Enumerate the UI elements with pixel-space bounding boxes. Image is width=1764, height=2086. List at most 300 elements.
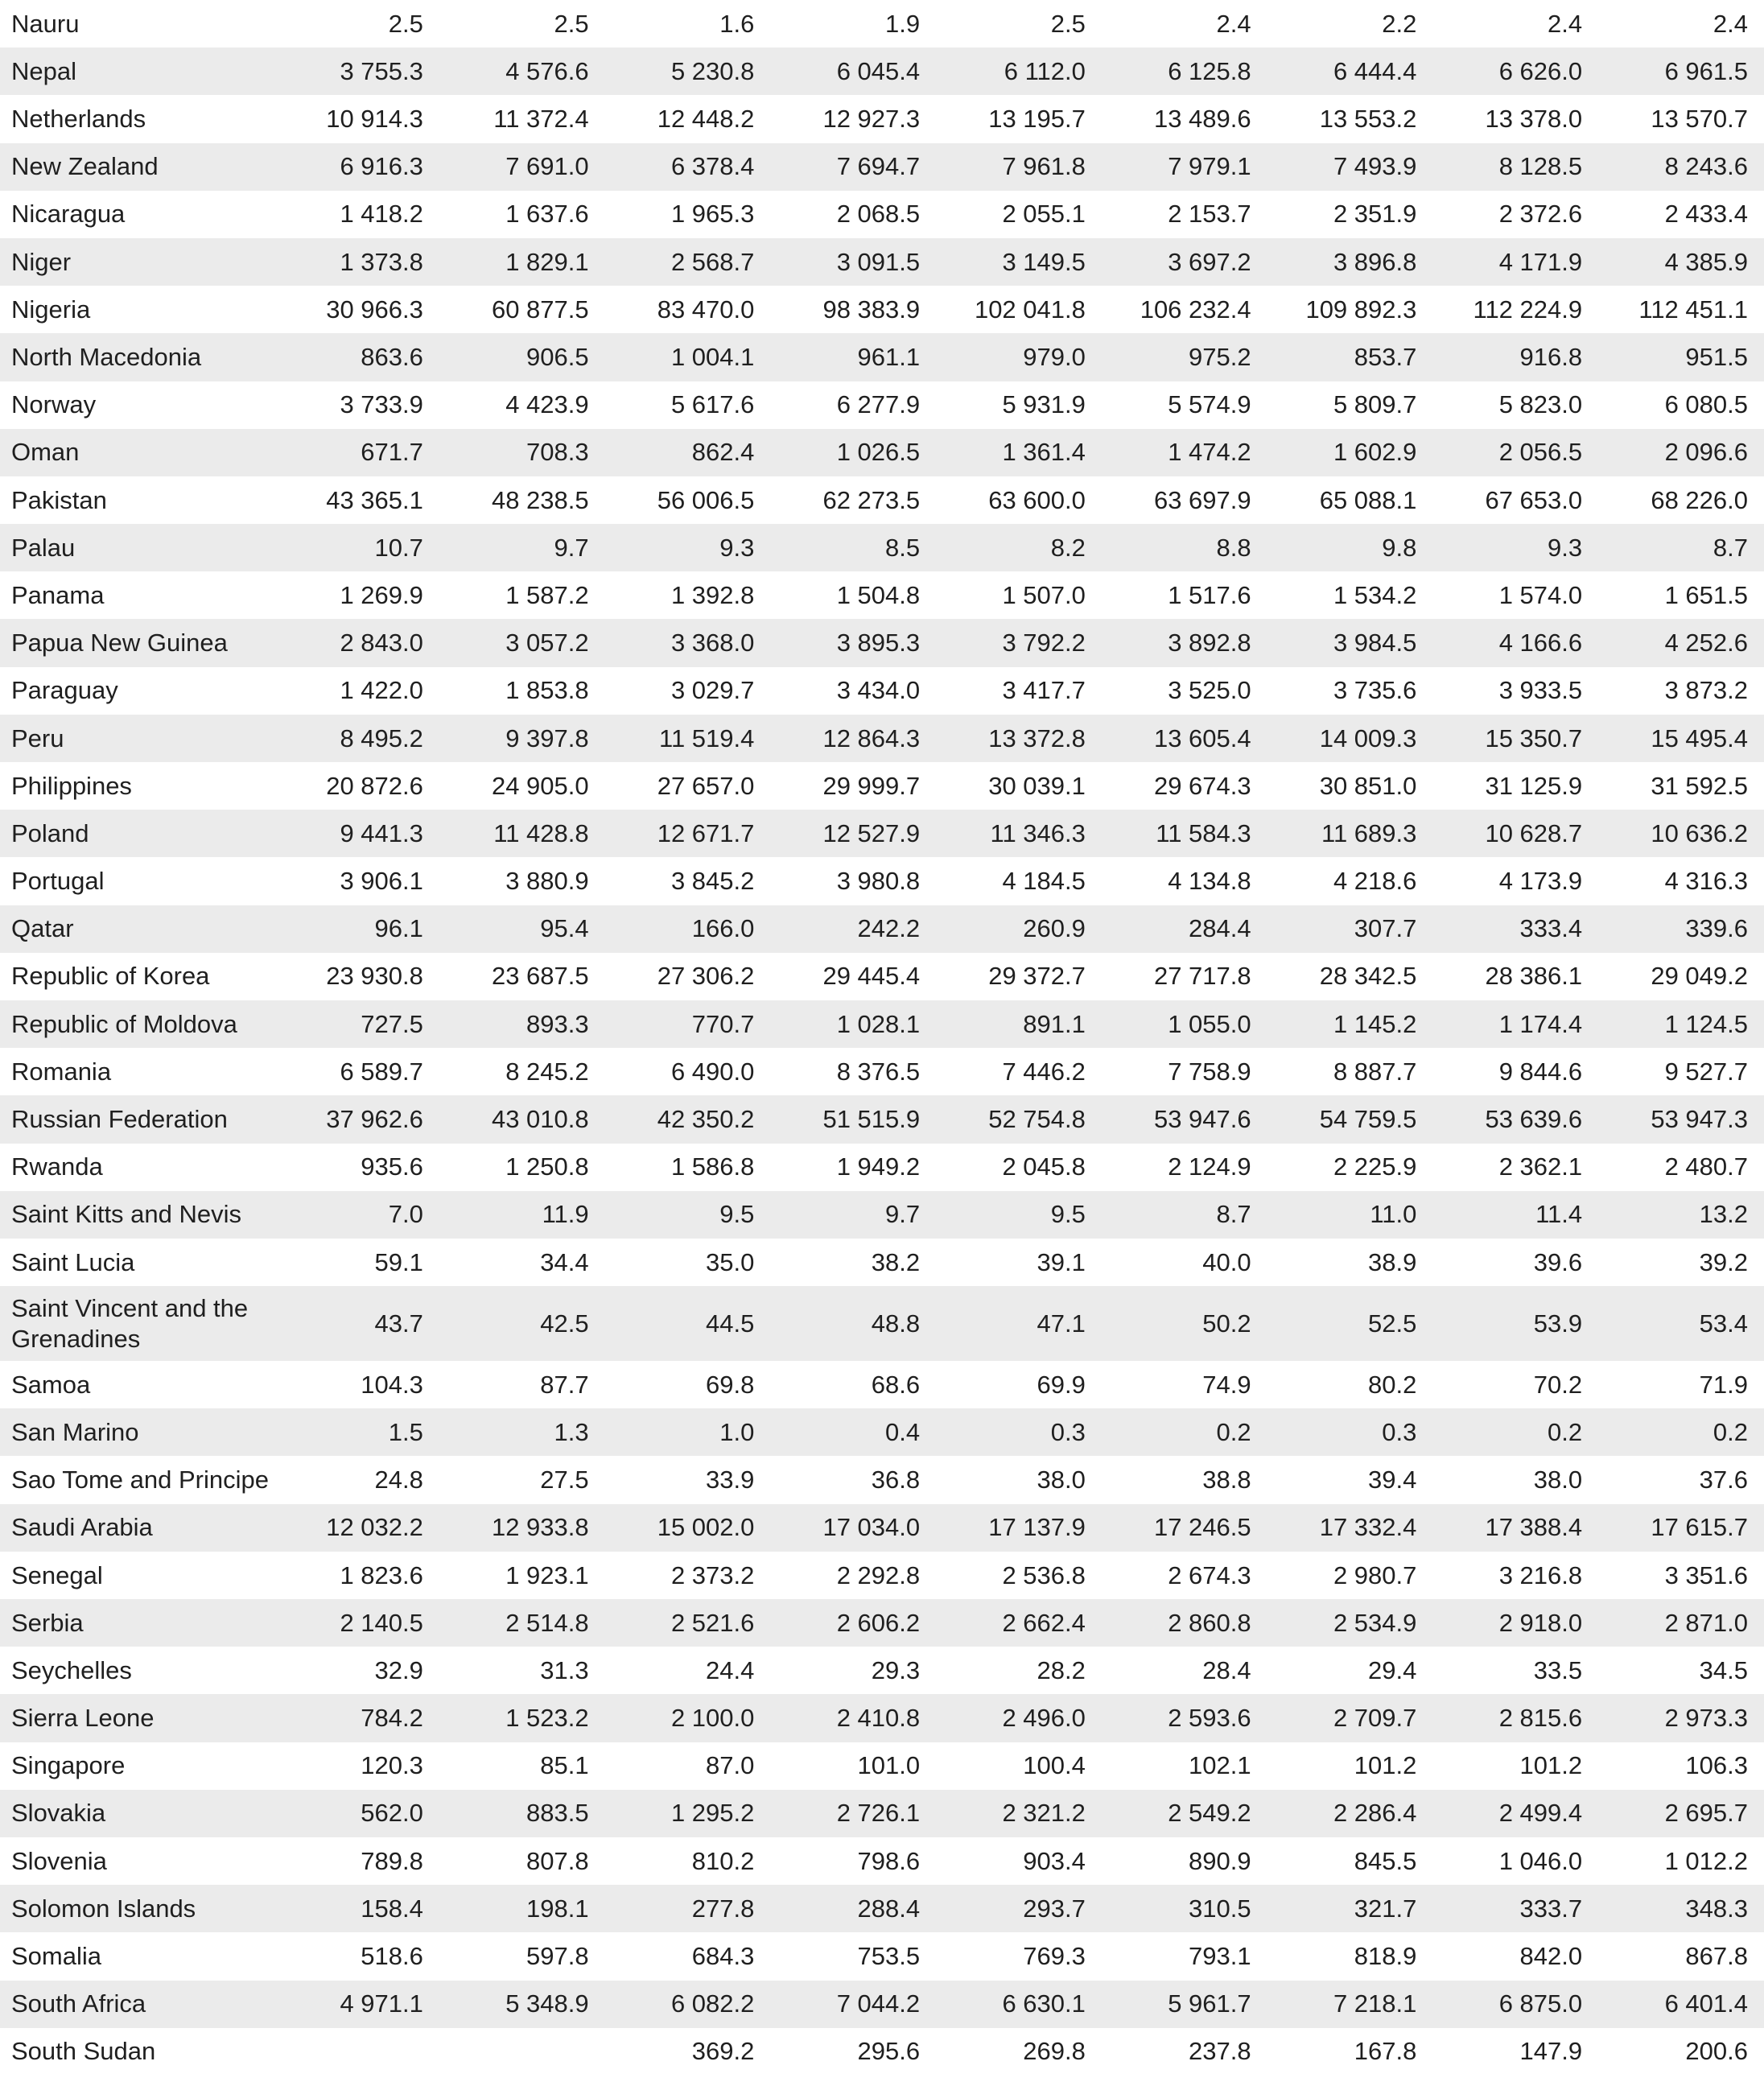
value-cell: 708.3 bbox=[439, 429, 605, 476]
value-cell: 242.2 bbox=[770, 905, 936, 953]
value-cell: 30 851.0 bbox=[1319, 771, 1417, 800]
table-row bbox=[0, 810, 1764, 857]
value-cell: 3 525.0 bbox=[1168, 676, 1251, 705]
value-cell: 38.8 bbox=[1202, 1466, 1251, 1494]
country-name-cell: Republic of Moldova bbox=[0, 1000, 274, 1048]
value-cell: 518.6 bbox=[361, 1942, 423, 1970]
table-row bbox=[0, 476, 1764, 524]
value-cell: 1 361.4 bbox=[936, 429, 1102, 476]
value-cell: 24.8 bbox=[374, 1466, 423, 1494]
value-cell: 43 010.8 bbox=[439, 1095, 605, 1143]
value-cell: 2.2 bbox=[1382, 9, 1417, 38]
value-cell: 935.6 bbox=[361, 1152, 423, 1181]
value-cell: 9.7 bbox=[770, 1191, 936, 1239]
table-row bbox=[0, 1456, 1764, 1503]
value-cell: 106.3 bbox=[1685, 1751, 1748, 1780]
value-cell: 862.4 bbox=[605, 429, 771, 476]
value-cell: 2 606.2 bbox=[770, 1599, 936, 1647]
value-cell: 6 080.5 bbox=[1664, 390, 1748, 419]
value-cell: 39.4 bbox=[1368, 1466, 1417, 1494]
value-cell: 2 860.8 bbox=[1102, 1599, 1267, 1647]
country-name-cell: Somalia bbox=[11, 1942, 101, 1970]
value-cell: 903.4 bbox=[1023, 1846, 1086, 1875]
value-cell: 11 428.8 bbox=[439, 810, 605, 857]
value-cell: 9.3 bbox=[1432, 524, 1598, 571]
value-cell: 8.8 bbox=[1102, 524, 1267, 571]
value-cell: 200.6 bbox=[1685, 2037, 1748, 2066]
value-cell: 807.8 bbox=[526, 1846, 589, 1875]
value-cell: 727.5 bbox=[274, 1000, 439, 1048]
value-cell: 3 845.2 bbox=[670, 867, 755, 896]
value-cell: 101.2 bbox=[1354, 1751, 1417, 1780]
value-cell: 5 617.6 bbox=[670, 390, 755, 419]
value-cell: 3 417.7 bbox=[1002, 676, 1086, 705]
value-cell: 11.4 bbox=[1432, 1191, 1598, 1239]
value-cell: 2 871.0 bbox=[1598, 1599, 1764, 1647]
value-cell: 1.3 bbox=[439, 1408, 605, 1456]
value-cell: 671.7 bbox=[274, 429, 439, 476]
value-cell: 15 350.7 bbox=[1432, 715, 1598, 762]
value-cell: 2 709.7 bbox=[1267, 1694, 1433, 1742]
value-cell: 29 445.4 bbox=[822, 962, 921, 991]
value-cell: 1 046.0 bbox=[1498, 1846, 1583, 1875]
value-cell: 17 615.7 bbox=[1598, 1504, 1764, 1552]
value-cell: 53 947.6 bbox=[1102, 1095, 1267, 1143]
value-cell: 28.2 bbox=[1037, 1655, 1086, 1684]
value-cell: 842.0 bbox=[1519, 1942, 1583, 1970]
value-cell: 284.4 bbox=[1102, 905, 1267, 953]
country-name-cell: Paraguay bbox=[11, 676, 118, 705]
value-cell: 10 636.2 bbox=[1598, 810, 1764, 857]
value-cell: 1 602.9 bbox=[1267, 429, 1433, 476]
value-cell: 1 523.2 bbox=[439, 1694, 605, 1742]
country-name-cell: North Macedonia bbox=[0, 333, 274, 381]
value-cell: 3 735.6 bbox=[1333, 676, 1417, 705]
value-cell: 38.0 bbox=[1037, 1466, 1086, 1494]
value-cell: 1 269.9 bbox=[340, 580, 423, 609]
value-cell: 7 979.1 bbox=[1102, 143, 1267, 191]
table-row bbox=[0, 1239, 1764, 1286]
value-cell: 101.0 bbox=[857, 1751, 921, 1780]
value-cell: 1 055.0 bbox=[1102, 1000, 1267, 1048]
value-cell: 4 218.6 bbox=[1333, 867, 1417, 896]
value-cell: 4 971.1 bbox=[274, 1981, 439, 2028]
value-cell: 1 637.6 bbox=[505, 200, 589, 229]
country-name-cell: Panama bbox=[11, 580, 105, 609]
value-cell: 3 755.3 bbox=[274, 47, 439, 95]
value-cell: 8.7 bbox=[1102, 1191, 1267, 1239]
table-row bbox=[0, 2028, 1764, 2076]
value-cell: 8.7 bbox=[1598, 524, 1764, 571]
value-cell: 2 045.8 bbox=[1002, 1152, 1086, 1181]
value-cell: 15 495.4 bbox=[1598, 715, 1764, 762]
value-cell: 769.3 bbox=[1023, 1942, 1086, 1970]
value-cell: 68 226.0 bbox=[1651, 485, 1748, 514]
value-cell: 65 088.1 bbox=[1319, 485, 1417, 514]
value-cell: 102 041.8 bbox=[974, 295, 1086, 324]
value-cell: 6 125.8 bbox=[1102, 47, 1267, 95]
country-name-cell: Peru bbox=[0, 715, 274, 762]
country-name-cell: Oman bbox=[0, 429, 274, 476]
value-cell: 2 372.6 bbox=[1498, 200, 1583, 229]
value-cell: 2 549.2 bbox=[1102, 1790, 1267, 1837]
value-cell: 2 521.6 bbox=[605, 1599, 771, 1647]
value-cell: 15 002.0 bbox=[605, 1504, 771, 1552]
country-name-cell: Netherlands bbox=[11, 105, 146, 134]
value-cell: 13 195.7 bbox=[988, 105, 1086, 134]
value-cell: 2.4 bbox=[1712, 9, 1748, 38]
value-cell: 2.5 bbox=[388, 9, 423, 38]
value-cell: 6 082.2 bbox=[605, 1981, 771, 2028]
value-cell: 3 029.7 bbox=[670, 676, 755, 705]
value-cell: 2 362.1 bbox=[1498, 1152, 1583, 1181]
value-cell: 321.7 bbox=[1267, 1885, 1433, 1932]
value-cell: 9 397.8 bbox=[439, 715, 605, 762]
value-cell: 9.7 bbox=[439, 524, 605, 571]
value-cell: 6 916.3 bbox=[274, 143, 439, 191]
value-cell: 3 216.8 bbox=[1498, 1560, 1583, 1589]
value-cell: 60 877.5 bbox=[491, 295, 589, 324]
table-row bbox=[0, 1095, 1764, 1143]
country-name-cell: Portugal bbox=[11, 867, 105, 896]
value-cell: 5 230.8 bbox=[605, 47, 771, 95]
table-row bbox=[0, 1694, 1764, 1742]
value-cell: 13 605.4 bbox=[1102, 715, 1267, 762]
value-cell: 2 373.2 bbox=[670, 1560, 755, 1589]
table-row bbox=[0, 524, 1764, 571]
country-name-cell: Romania bbox=[11, 1057, 112, 1086]
table-row bbox=[0, 1048, 1764, 1095]
value-cell: 1 124.5 bbox=[1598, 1000, 1764, 1048]
value-cell: 6 444.4 bbox=[1267, 47, 1433, 95]
value-cell: 43 365.1 bbox=[326, 485, 423, 514]
country-name-cell: Saint Lucia bbox=[11, 1247, 135, 1276]
value-cell: 7 691.0 bbox=[439, 143, 605, 191]
value-cell: 1 507.0 bbox=[1002, 580, 1086, 609]
value-cell: 975.2 bbox=[1102, 333, 1267, 381]
value-cell: 2 973.3 bbox=[1598, 1694, 1764, 1742]
value-cell: 2 536.8 bbox=[1002, 1560, 1086, 1589]
country-name-cell: Niger bbox=[0, 238, 274, 286]
value-cell: 9 527.7 bbox=[1664, 1057, 1748, 1086]
value-cell: 59.1 bbox=[374, 1247, 423, 1276]
value-cell: 166.0 bbox=[605, 905, 771, 953]
value-cell: 2 433.4 bbox=[1664, 200, 1748, 229]
value-cell: 11 689.3 bbox=[1267, 810, 1433, 857]
value-cell: 3 895.3 bbox=[770, 619, 936, 666]
value-cell bbox=[274, 2028, 439, 2076]
value-cell: 39.6 bbox=[1533, 1247, 1583, 1276]
table-row bbox=[0, 1000, 1764, 1048]
country-name-cell: South Sudan bbox=[11, 2037, 156, 2066]
value-cell: 1 923.1 bbox=[505, 1560, 589, 1589]
value-cell: 1 534.2 bbox=[1333, 580, 1417, 609]
value-cell: 293.7 bbox=[936, 1885, 1102, 1932]
value-cell: 37 962.6 bbox=[274, 1095, 439, 1143]
value-cell: 4 423.9 bbox=[505, 390, 589, 419]
value-cell: 29 372.7 bbox=[988, 962, 1086, 991]
value-cell: 2 980.7 bbox=[1333, 1560, 1417, 1589]
value-cell: 4 576.6 bbox=[439, 47, 605, 95]
value-cell: 0.4 bbox=[770, 1408, 936, 1456]
country-name-cell: Senegal bbox=[11, 1560, 103, 1589]
value-cell: 6 401.4 bbox=[1598, 1981, 1764, 2028]
value-cell: 4 166.6 bbox=[1432, 619, 1598, 666]
country-name-cell: Nicaragua bbox=[11, 200, 126, 229]
value-cell: 1 422.0 bbox=[340, 676, 423, 705]
value-cell: 1 373.8 bbox=[274, 238, 439, 286]
value-cell: 2 351.9 bbox=[1333, 200, 1417, 229]
country-name-cell: Sierra Leone bbox=[0, 1694, 274, 1742]
value-cell: 4 385.9 bbox=[1598, 238, 1764, 286]
value-cell: 69.9 bbox=[1037, 1370, 1086, 1399]
table-row bbox=[0, 715, 1764, 762]
value-cell: 4 173.9 bbox=[1498, 867, 1583, 896]
value-cell: 2 674.3 bbox=[1168, 1560, 1251, 1589]
value-cell: 0.3 bbox=[1267, 1408, 1433, 1456]
country-name-cell: Solomon Islands bbox=[0, 1885, 274, 1932]
value-cell: 10.7 bbox=[274, 524, 439, 571]
value-cell: 100.4 bbox=[1023, 1751, 1086, 1780]
country-name-cell: Rwanda bbox=[11, 1152, 103, 1181]
value-cell: 38.2 bbox=[871, 1247, 921, 1276]
value-cell: 11 372.4 bbox=[493, 105, 589, 134]
value-cell: 4 184.5 bbox=[1002, 867, 1086, 896]
value-cell: 30 039.1 bbox=[988, 771, 1086, 800]
value-cell: 38.9 bbox=[1368, 1247, 1417, 1276]
value-cell: 3 792.2 bbox=[936, 619, 1102, 666]
value-cell: 753.5 bbox=[857, 1942, 921, 1970]
value-cell: 29.3 bbox=[871, 1655, 921, 1684]
value-cell: 32.9 bbox=[374, 1655, 423, 1684]
value-cell: 793.1 bbox=[1189, 1942, 1251, 1970]
value-cell: 80.2 bbox=[1368, 1370, 1417, 1399]
value-cell: 48 238.5 bbox=[491, 485, 589, 514]
value-cell: 1 012.2 bbox=[1664, 1846, 1748, 1875]
value-cell: 3 697.2 bbox=[1102, 238, 1267, 286]
value-cell: 2 480.7 bbox=[1664, 1152, 1748, 1181]
value-cell: 260.9 bbox=[936, 905, 1102, 953]
value-cell: 53 947.3 bbox=[1598, 1095, 1764, 1143]
country-name-cell: Poland bbox=[0, 810, 274, 857]
value-cell: 1 474.2 bbox=[1102, 429, 1267, 476]
value-cell: 0.3 bbox=[936, 1408, 1102, 1456]
table-row bbox=[0, 0, 1764, 47]
value-cell: 2 568.7 bbox=[605, 238, 771, 286]
value-cell: 789.8 bbox=[361, 1846, 423, 1875]
value-cell: 2 286.4 bbox=[1267, 1790, 1433, 1837]
table-row bbox=[0, 905, 1764, 953]
value-cell: 6 961.5 bbox=[1598, 47, 1764, 95]
value-cell: 1 853.8 bbox=[505, 676, 589, 705]
value-cell: 120.3 bbox=[361, 1751, 423, 1780]
value-cell: 7 044.2 bbox=[770, 1981, 936, 2028]
value-cell: 1 026.5 bbox=[770, 429, 936, 476]
value-cell: 42.5 bbox=[439, 1286, 605, 1361]
value-cell: 96.1 bbox=[274, 905, 439, 953]
value-cell: 7 493.9 bbox=[1267, 143, 1433, 191]
value-cell: 67 653.0 bbox=[1485, 485, 1583, 514]
value-cell: 2 055.1 bbox=[1002, 200, 1086, 229]
value-cell: 12 671.7 bbox=[605, 810, 771, 857]
value-cell: 11 584.3 bbox=[1102, 810, 1267, 857]
value-cell: 29 674.3 bbox=[1153, 771, 1251, 800]
value-cell: 7 961.8 bbox=[936, 143, 1102, 191]
value-cell: 48.8 bbox=[770, 1286, 936, 1361]
country-name-cell: Qatar bbox=[0, 905, 274, 953]
table-row bbox=[0, 1981, 1764, 2028]
value-cell: 12 527.9 bbox=[770, 810, 936, 857]
table-row bbox=[0, 1552, 1764, 1599]
value-cell: 27 306.2 bbox=[657, 962, 755, 991]
table-row bbox=[0, 95, 1764, 142]
value-cell: 37.6 bbox=[1699, 1466, 1748, 1494]
value-cell: 62 273.5 bbox=[822, 485, 921, 514]
value-cell: 12 933.8 bbox=[439, 1504, 605, 1552]
value-cell: 112 224.9 bbox=[1473, 295, 1583, 324]
value-cell: 1 418.2 bbox=[340, 200, 423, 229]
value-cell: 277.8 bbox=[605, 1885, 771, 1932]
table-row bbox=[0, 1932, 1764, 1980]
table-row bbox=[0, 238, 1764, 286]
value-cell: 11 346.3 bbox=[936, 810, 1102, 857]
table-row bbox=[0, 1504, 1764, 1552]
value-cell: 562.0 bbox=[274, 1790, 439, 1837]
value-cell: 35.0 bbox=[706, 1247, 755, 1276]
value-cell: 85.1 bbox=[540, 1751, 589, 1780]
value-cell: 6 626.0 bbox=[1432, 47, 1598, 95]
value-cell: 8.5 bbox=[770, 524, 936, 571]
value-cell: 53 639.6 bbox=[1432, 1095, 1598, 1143]
table-row bbox=[0, 1885, 1764, 1932]
value-cell: 98 383.9 bbox=[822, 295, 921, 324]
country-name-cell: Nigeria bbox=[11, 295, 91, 324]
value-cell: 1 295.2 bbox=[605, 1790, 771, 1837]
value-cell: 2.4 bbox=[1548, 9, 1583, 38]
value-cell: 1.0 bbox=[605, 1408, 771, 1456]
table-row bbox=[0, 191, 1764, 238]
table-row bbox=[0, 1144, 1764, 1191]
value-cell: 30 966.3 bbox=[326, 295, 423, 324]
value-cell: 40.0 bbox=[1202, 1247, 1251, 1276]
value-cell: 906.5 bbox=[439, 333, 605, 381]
value-cell: 87.0 bbox=[706, 1751, 755, 1780]
value-cell: 237.8 bbox=[1189, 2037, 1251, 2066]
value-cell: 9.5 bbox=[605, 1191, 771, 1239]
value-cell: 9 441.3 bbox=[274, 810, 439, 857]
value-cell: 2.4 bbox=[1216, 9, 1251, 38]
value-cell: 83 470.0 bbox=[657, 295, 755, 324]
value-cell: 2 068.5 bbox=[836, 200, 921, 229]
value-cell: 5 961.7 bbox=[1102, 1981, 1267, 2028]
value-cell: 867.8 bbox=[1685, 1942, 1748, 1970]
value-cell: 63 600.0 bbox=[988, 485, 1086, 514]
value-cell: 2 662.4 bbox=[936, 1599, 1102, 1647]
value-cell: 4 252.6 bbox=[1598, 619, 1764, 666]
value-cell: 4 134.8 bbox=[1168, 867, 1251, 896]
value-cell: 2 695.7 bbox=[1598, 1790, 1764, 1837]
value-cell: 863.6 bbox=[274, 333, 439, 381]
value-cell: 818.9 bbox=[1354, 1942, 1417, 1970]
value-cell: 961.1 bbox=[770, 333, 936, 381]
value-cell: 3 906.1 bbox=[340, 867, 423, 896]
value-cell: 36.8 bbox=[871, 1466, 921, 1494]
value-cell: 883.5 bbox=[439, 1790, 605, 1837]
table-row bbox=[0, 143, 1764, 191]
value-cell: 147.9 bbox=[1519, 2037, 1583, 2066]
value-cell: 6 490.0 bbox=[670, 1057, 755, 1086]
value-cell: 5 348.9 bbox=[439, 1981, 605, 2028]
value-cell: 43.7 bbox=[274, 1286, 439, 1361]
value-cell: 1.9 bbox=[885, 9, 921, 38]
table-row bbox=[0, 953, 1764, 1000]
value-cell: 38.0 bbox=[1533, 1466, 1583, 1494]
value-cell: 2 124.9 bbox=[1168, 1152, 1251, 1181]
value-cell: 2 726.1 bbox=[770, 1790, 936, 1837]
value-cell: 3 368.0 bbox=[605, 619, 771, 666]
value-cell: 2 593.6 bbox=[1102, 1694, 1267, 1742]
value-cell: 1 145.2 bbox=[1267, 1000, 1433, 1048]
value-cell: 295.6 bbox=[857, 2037, 921, 2066]
value-cell: 810.2 bbox=[691, 1846, 755, 1875]
value-cell: 24.4 bbox=[706, 1655, 755, 1684]
country-name-cell: San Marino bbox=[0, 1408, 274, 1456]
value-cell: 339.6 bbox=[1598, 905, 1764, 953]
value-cell: 198.1 bbox=[439, 1885, 605, 1932]
value-cell: 1 651.5 bbox=[1664, 580, 1748, 609]
value-cell: 54 759.5 bbox=[1267, 1095, 1433, 1143]
value-cell: 8 245.2 bbox=[505, 1057, 589, 1086]
value-cell: 28 342.5 bbox=[1319, 962, 1417, 991]
value-cell: 597.8 bbox=[526, 1942, 589, 1970]
value-cell: 916.8 bbox=[1432, 333, 1598, 381]
table-row bbox=[0, 1790, 1764, 1837]
value-cell: 2 534.9 bbox=[1267, 1599, 1433, 1647]
value-cell: 333.7 bbox=[1432, 1885, 1598, 1932]
table-row bbox=[0, 1191, 1764, 1239]
value-cell: 12 448.2 bbox=[657, 105, 755, 134]
value-cell: 44.5 bbox=[605, 1286, 771, 1361]
value-cell: 71.9 bbox=[1699, 1370, 1748, 1399]
value-cell: 9.3 bbox=[605, 524, 771, 571]
table-row bbox=[0, 429, 1764, 476]
value-cell: 310.5 bbox=[1102, 1885, 1267, 1932]
value-cell: 1 574.0 bbox=[1498, 580, 1583, 609]
country-name-cell: South Africa bbox=[0, 1981, 274, 2028]
value-cell: 6 112.0 bbox=[936, 47, 1102, 95]
value-cell: 17 246.5 bbox=[1102, 1504, 1267, 1552]
country-name-cell: Norway bbox=[11, 390, 97, 419]
value-cell: 2 918.0 bbox=[1432, 1599, 1598, 1647]
value-cell: 1 392.8 bbox=[670, 580, 755, 609]
value-cell: 27.5 bbox=[540, 1466, 589, 1494]
value-cell: 1 949.2 bbox=[836, 1152, 921, 1181]
value-cell: 3 149.5 bbox=[936, 238, 1102, 286]
value-cell: 4 171.9 bbox=[1432, 238, 1598, 286]
value-cell: 3 434.0 bbox=[836, 676, 921, 705]
table-row bbox=[0, 571, 1764, 619]
value-cell: 29 049.2 bbox=[1651, 962, 1748, 991]
value-cell: 2 815.6 bbox=[1432, 1694, 1598, 1742]
value-cell: 17 388.4 bbox=[1432, 1504, 1598, 1552]
value-cell: 17 332.4 bbox=[1267, 1504, 1433, 1552]
value-cell: 369.2 bbox=[691, 2037, 755, 2066]
value-cell: 2 140.5 bbox=[274, 1599, 439, 1647]
table-row bbox=[0, 333, 1764, 381]
value-cell: 0.2 bbox=[1102, 1408, 1267, 1456]
value-cell: 23 930.8 bbox=[326, 962, 423, 991]
value-cell: 20 872.6 bbox=[326, 771, 423, 800]
